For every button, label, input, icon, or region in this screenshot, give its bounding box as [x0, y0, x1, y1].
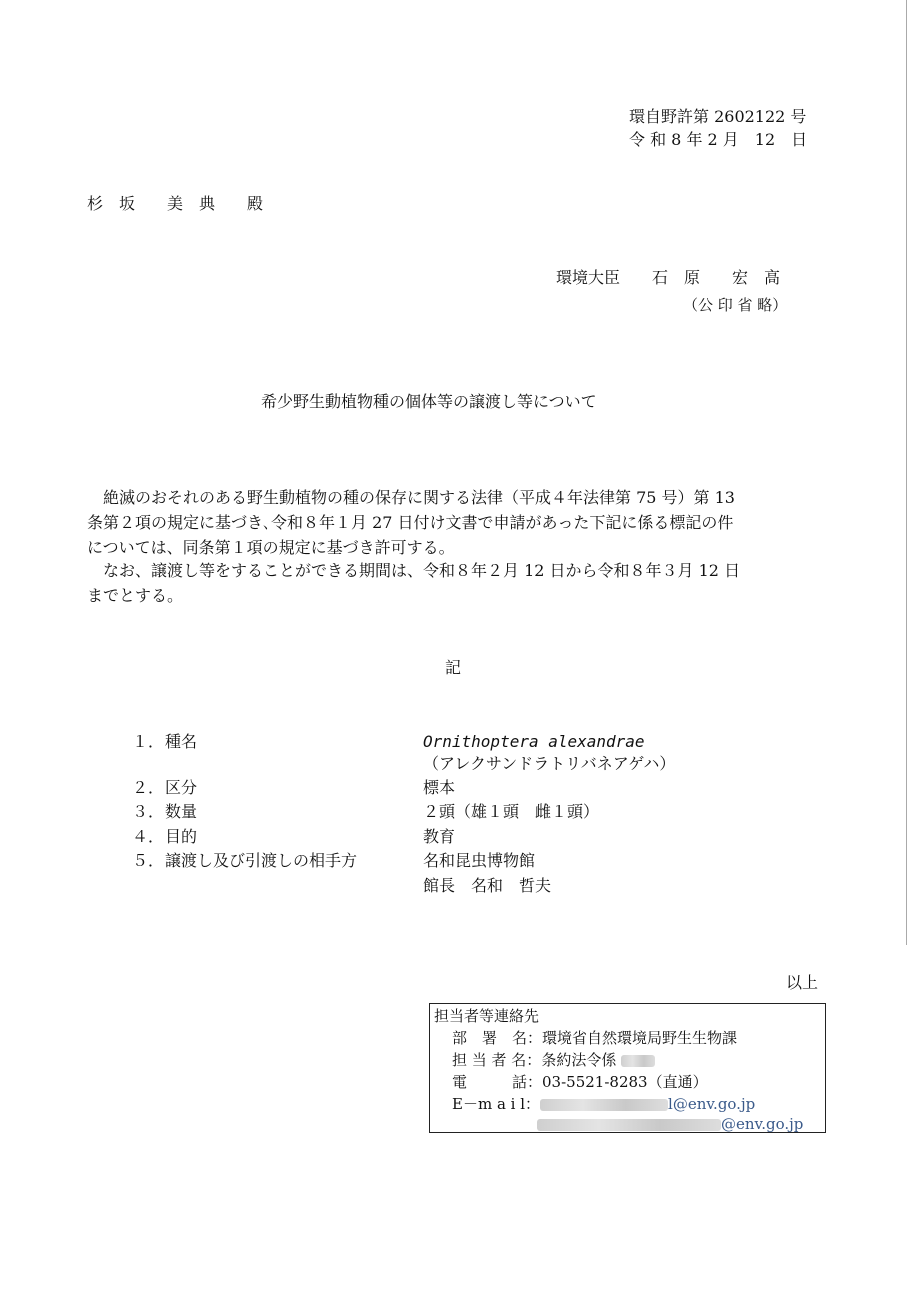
item-value: 標本 [423, 778, 456, 797]
species-scientific-name: Ornithoptera alexandrae [423, 732, 645, 751]
item-number: ３． [132, 802, 165, 821]
recipient: 杉 坂 美 典 殿 [87, 194, 264, 213]
contact-email-row-2 [537, 1114, 803, 1134]
species-common-name: （アレクサンドラトリバネアゲハ） [423, 754, 676, 773]
closing-mark: 以上 [786, 973, 819, 992]
item-label: 譲渡し及び引渡しの相手方 [165, 851, 358, 870]
document-number: 環自野許第 2602122 号 [629, 107, 807, 126]
redacted-email-2 [537, 1119, 721, 1131]
item-label: 種名 [165, 732, 198, 751]
item-value: 名和昆虫博物館 [423, 851, 536, 870]
contact-person-row [452, 1050, 655, 1070]
body-line-3: については、同条第１項の規定に基づき許可する。 [87, 538, 455, 557]
body-line-5: までとする。 [87, 586, 184, 605]
dept-label: 部 署 名： [452, 1029, 543, 1047]
redacted-email-1 [540, 1099, 668, 1111]
contact-dept-row [452, 1028, 737, 1048]
item-label: 数量 [165, 802, 198, 821]
contact-phone-row [452, 1072, 708, 1092]
phone-label: 電 話： [452, 1073, 543, 1091]
item-value: ２頭（雄１頭 雌１頭） [423, 802, 600, 821]
subject-title: 希少野生動植物種の個体等の譲渡し等について [261, 392, 597, 411]
contact-heading: 担当者等連絡先 [434, 1007, 540, 1025]
document-date: 令 和 8 年 2 月 12 日 [629, 130, 808, 149]
dept-value: 環境省自然環境局野生生物課 [542, 1029, 738, 1047]
item-label: 区分 [165, 778, 198, 797]
redacted-name [621, 1055, 655, 1067]
body-line-1: 絶滅のおそれのある野生動植物の種の保存に関する法律（平成４年法律第 75 号）第 13 [87, 488, 735, 507]
item-number: ２． [132, 778, 165, 797]
item-value: 館長 名和 哲夫 [423, 876, 552, 895]
item-number: ５． [132, 851, 165, 870]
body-line-4: なお、譲渡し等をすることができる期間は、令和８年２月 12 日から令和８年３月 12 日 [87, 561, 741, 580]
contact-email-row [452, 1094, 755, 1114]
sender-name: 環境大臣 石 原 宏 高 [556, 268, 781, 287]
item-value: 教育 [423, 827, 456, 846]
email-2-suffix[interactable]: @env.go.jp [721, 1115, 804, 1133]
email-1-suffix[interactable]: l@env.go.jp [668, 1095, 756, 1113]
ki-heading: 記 [445, 658, 462, 677]
email-label: E－m a i l： [452, 1095, 541, 1113]
person-value: 条約法令係 [541, 1051, 617, 1069]
item-label: 目的 [165, 827, 198, 846]
contact-box [429, 1003, 826, 1133]
body-line-2: 条第２項の規定に基づき､令和８年１月 27 日付け文書で申請があった下記に係る標記の件 [87, 513, 734, 532]
person-label: 担 当 者 名： [452, 1051, 542, 1069]
item-number: １． [132, 732, 165, 751]
seal-note: （公 印 省 略） [683, 296, 788, 314]
phone-value: 03-5521-8283（直通） [542, 1073, 708, 1091]
item-number: ４． [132, 827, 165, 846]
